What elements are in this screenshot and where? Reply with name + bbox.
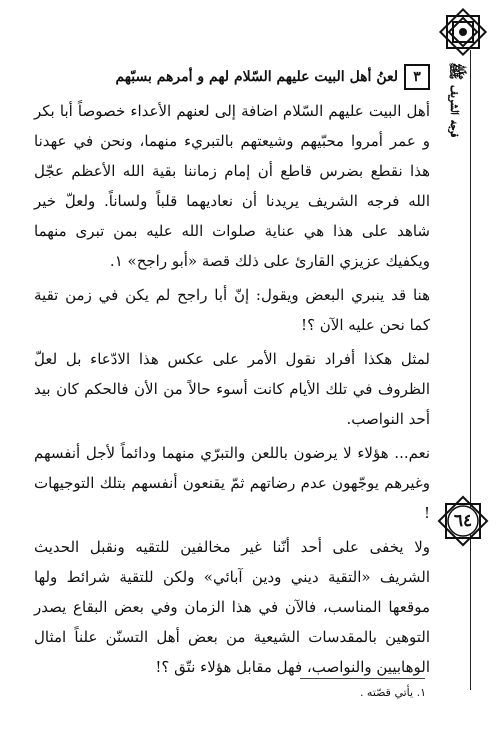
paragraph: أهل البيت عليهم السّلام اضافة إلى لعنهم الأعداء خصوصاً أبا بكر و عمر أمروا محبّيهم وشيعتهم بالتبريء منهما، ونحن في عهدنا هذا نقطع بضرس قاطع أن إمام زماننا بقية الله الأعظم عجّل الله فرجه الشريف يريدنا أن نعاديهما قلباً ولساناً. ولعلّ خير شاهد على هذا هي عناية صلوات الله عليه بمن تبرى منهما ويكفيك عزيزي القارئ على ذلك قصة «أبو راجح» ١. (34, 102, 430, 270)
section-number: ٣ (404, 64, 430, 90)
section-heading (34, 64, 430, 90)
paragraph: نعم... هؤلاء لا يرضون باللعن والتبرّي منهما ودائماً لأجل أنفسهم وغيرهم يوجّهون عدم رضاتهم ثمّ يقنعون أنفسهم بتلك التوجيهات ! (34, 444, 430, 522)
paragraph: ولا يخفى على أحد أنّنا غير مخالفين للتقيه ونقبل الحديث الشريف «التقية ديني ودين آبائي» ولكن للتقية شرائط ولها موقعها المناسب، فالآن في هذا الزمان وفي بعض البقاع يصدر التوهين بالمقدسات الشيعية من بعض أهل التسنّن علناً امثال الوهابيين والنواصب، فهل مقابل هؤلاء نتّق ؟! (34, 538, 430, 676)
page-number: ٦٤ (453, 511, 473, 531)
ornament-emblem-icon (435, 4, 491, 60)
paragraph: لمثل هكذا أفراد نقول الأمر على عكس هذا الادّعاء بل لعلّ الظروف في تلك الأيام كانت أسوء حالاً من الأن فالحكم كان بيد أحد النواصب. (34, 350, 430, 428)
paragraph: هنا قد ينبري البعض ويقول: إنّ أبا راجح لم يكن في زمن تقية كما نحن عليه الآن ؟! (34, 286, 430, 334)
section-title: لعنُ أهل البيت عليهم السّلام لهم و أمرهم بسبّهم (115, 69, 398, 85)
page-body (34, 64, 430, 686)
book-title: فرجه الشريف ﷺ (447, 62, 465, 138)
footnote: ١. يأتي قصّته . (359, 686, 426, 699)
footnote-divider (300, 678, 425, 679)
margin-rule (470, 50, 471, 690)
